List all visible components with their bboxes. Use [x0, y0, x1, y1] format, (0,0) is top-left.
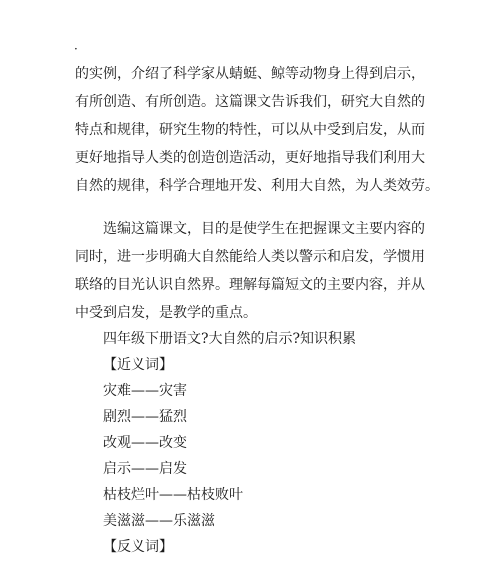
list-item: 改观——改变 [103, 435, 187, 451]
text-line: 更好地指导人类的创造创造活动，更好地指导我们利用大 [75, 150, 425, 166]
section-title: 四年级下册语文?大自然的启示?知识积累 [103, 331, 357, 347]
paragraph-1 [75, 60, 439, 200]
synonym-heading: 【近义词】 [103, 357, 173, 373]
list-item: 启示——启发 [103, 461, 187, 477]
text-line: 特点和规律，研究生物的特性，可以从中受到启发，从而 [75, 122, 425, 138]
list-item: 剧烈——猛烈 [103, 409, 187, 425]
list-item: 灾难——灾害 [103, 383, 187, 399]
text-line: 联络的目光认识自然界。理解每篇短文的主要内容，并从 [75, 277, 425, 293]
text-line: 的实例，介绍了科学家从蜻蜓、鲸等动物身上得到启示， [75, 66, 425, 82]
page-marker: · [74, 42, 78, 56]
text-line: 中受到启发，是教学的重点。 [75, 305, 257, 321]
text-line: 同时，进一步明确大自然能给人类以警示和启发，学惯用 [75, 249, 425, 265]
list-item: 美滋滋——乐滋滋 [103, 513, 215, 529]
text-line: 自然的规律，科学合理地开发、利用大自然，为人类效劳。 [75, 178, 439, 194]
antonym-heading: 【反义词】 [103, 539, 173, 555]
text-line: 有所创造、有所创造。这篇课文告诉我们，研究大自然的 [75, 94, 425, 110]
knowledge-list [103, 326, 356, 560]
paragraph-2 [75, 215, 425, 327]
list-item: 枯枝烂叶——枯枝败叶 [103, 487, 243, 503]
text-line: 选编这篇课文，目的是使学生在把握课文主要内容的 [103, 221, 425, 237]
